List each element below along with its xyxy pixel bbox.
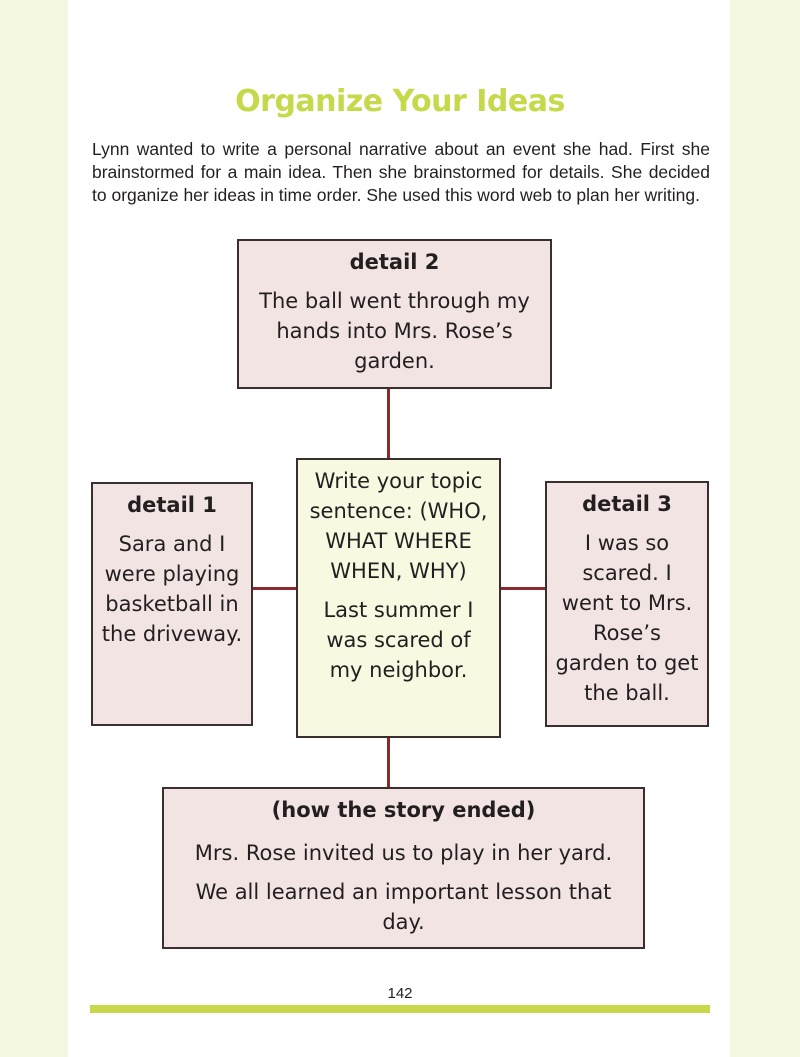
- page-title: Organize Your Ideas: [235, 84, 565, 119]
- story-ending-heading: (how the story ended): [271, 798, 536, 822]
- detail-1-text: Sara and I were playing basketball in the driveway.: [101, 532, 243, 646]
- detail-3-box: [545, 481, 709, 727]
- footer-rule: [90, 1005, 710, 1013]
- page-number: 142: [387, 985, 413, 1002]
- story-ending-line-1: Mrs. Rose invited us to play in her yard.: [194, 841, 613, 865]
- detail-1-heading: detail 1: [127, 493, 217, 517]
- story-ending-box: [162, 787, 645, 949]
- detail-3-heading: detail 3: [582, 492, 672, 516]
- story-ending-line-2: We all learned an important lesson that day.: [195, 880, 612, 934]
- topic-sentence-text: Last summer I was scared of my neighbor.: [323, 598, 474, 682]
- detail-1-box: [91, 482, 253, 726]
- detail-2-heading: detail 2: [349, 250, 440, 274]
- topic-sentence-box: [296, 458, 501, 738]
- detail-2-box: [237, 239, 552, 389]
- connector-right: [500, 587, 546, 590]
- intro-paragraph: Lynn wanted to write a personal narrative about an event she had. First she brainstormed for a main idea. Then she brainstormed for details. She decided to organize her ideas in time order. She used this word web to plan her writing.: [92, 139, 710, 205]
- detail-3-text: I was so scared. I went to Mrs. Rose’s garden to get the ball.: [555, 531, 699, 705]
- connector-bottom: [387, 737, 390, 787]
- connector-top: [387, 388, 390, 458]
- connector-left: [252, 587, 297, 590]
- detail-2-text: The ball went through my hands into Mrs. Rose’s garden.: [259, 289, 530, 373]
- topic-sentence-prompt: Write your topic sentence: (WHO, WHAT WHERE WHEN, WHY): [309, 469, 488, 583]
